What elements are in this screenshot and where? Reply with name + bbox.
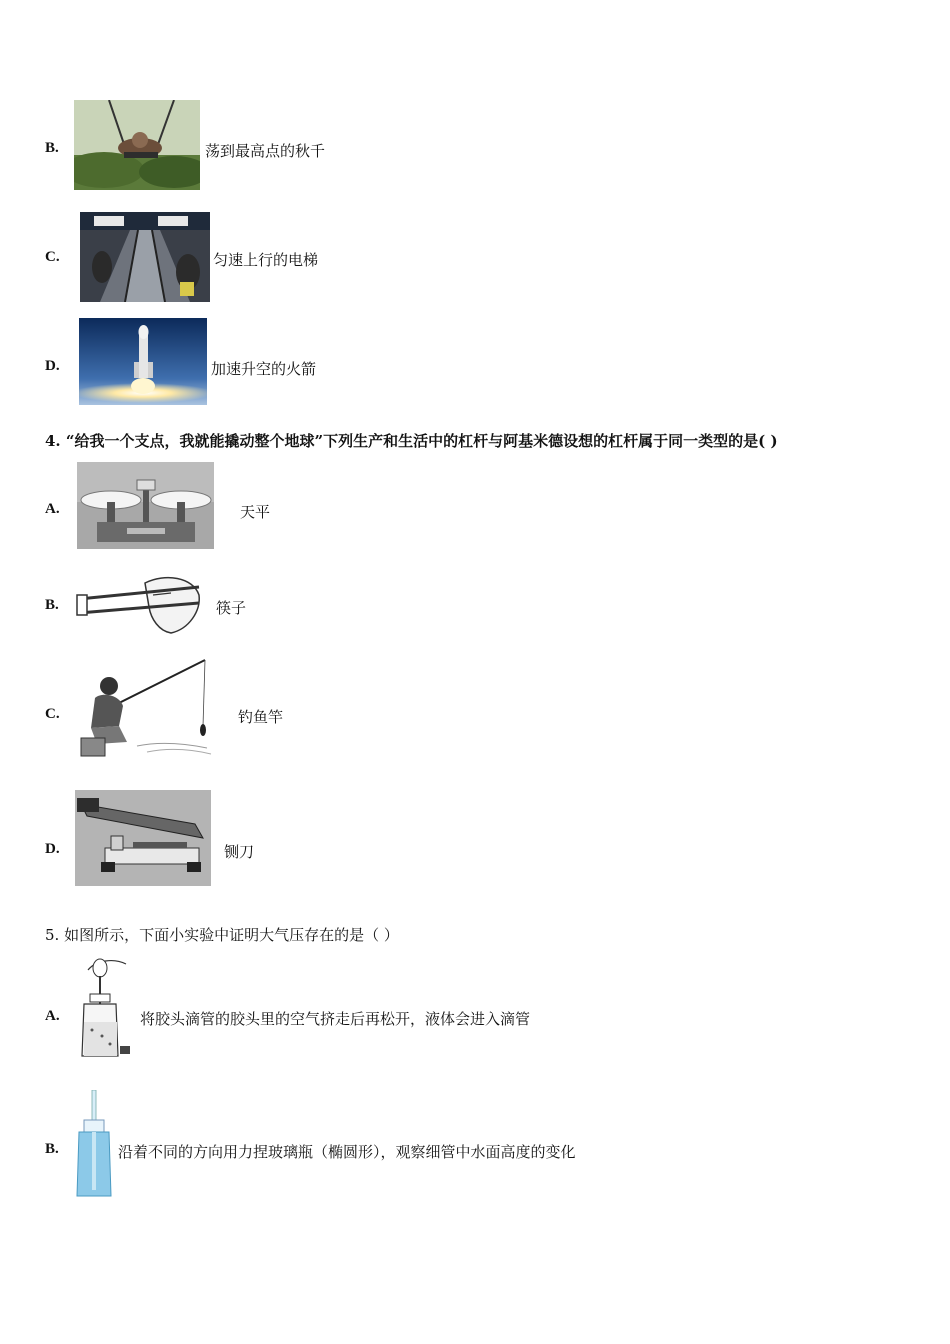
option-text: 沿着不同的方向用力捏玻璃瓶（椭圆形），观察细管中水面高度的变化 — [118, 1143, 576, 1161]
option-text: 筷子 — [216, 599, 247, 617]
option-text: 荡到最高点的秋千 — [205, 142, 326, 160]
option-text: 钓鱼竿 — [238, 708, 284, 726]
glass-bottle-image — [75, 1090, 113, 1200]
option-letter: C. — [45, 249, 60, 265]
option-letter: A. — [45, 501, 60, 517]
option-text: 匀速上行的电梯 — [213, 251, 319, 269]
dropper-image — [74, 956, 136, 1064]
option-text: 铡刀 — [224, 843, 255, 861]
rocket-image — [79, 318, 207, 405]
question-5-stem: 5. 如图所示，下面小实验中证明大气压存在的是（ ） — [45, 926, 399, 944]
option-text: 加速升空的火箭 — [211, 360, 317, 378]
balance-image — [77, 462, 214, 549]
swing-image — [74, 100, 200, 190]
option-letter: B. — [45, 1141, 59, 1157]
option-text: 天平 — [240, 503, 271, 521]
guillotine-image — [75, 790, 211, 886]
option-letter: D. — [45, 358, 60, 374]
question-4-stem: 4. “给我一个支点，我就能撬动整个地球”下列生产和生活中的杠杆与阿基米德设想的杠杆属于同一类型的是( ) — [45, 432, 778, 450]
option-letter: A. — [45, 1008, 60, 1024]
fishing-rod-image — [77, 656, 215, 760]
option-letter: B. — [45, 597, 59, 613]
option-letter: D. — [45, 841, 60, 857]
escalator-image — [80, 212, 210, 302]
option-letter: C. — [45, 706, 60, 722]
option-letter: B. — [45, 140, 59, 156]
chopsticks-image — [75, 573, 203, 636]
option-text: 将胶头滴管的胶头里的空气挤走后再松开，液体会进入滴管 — [140, 1010, 531, 1028]
